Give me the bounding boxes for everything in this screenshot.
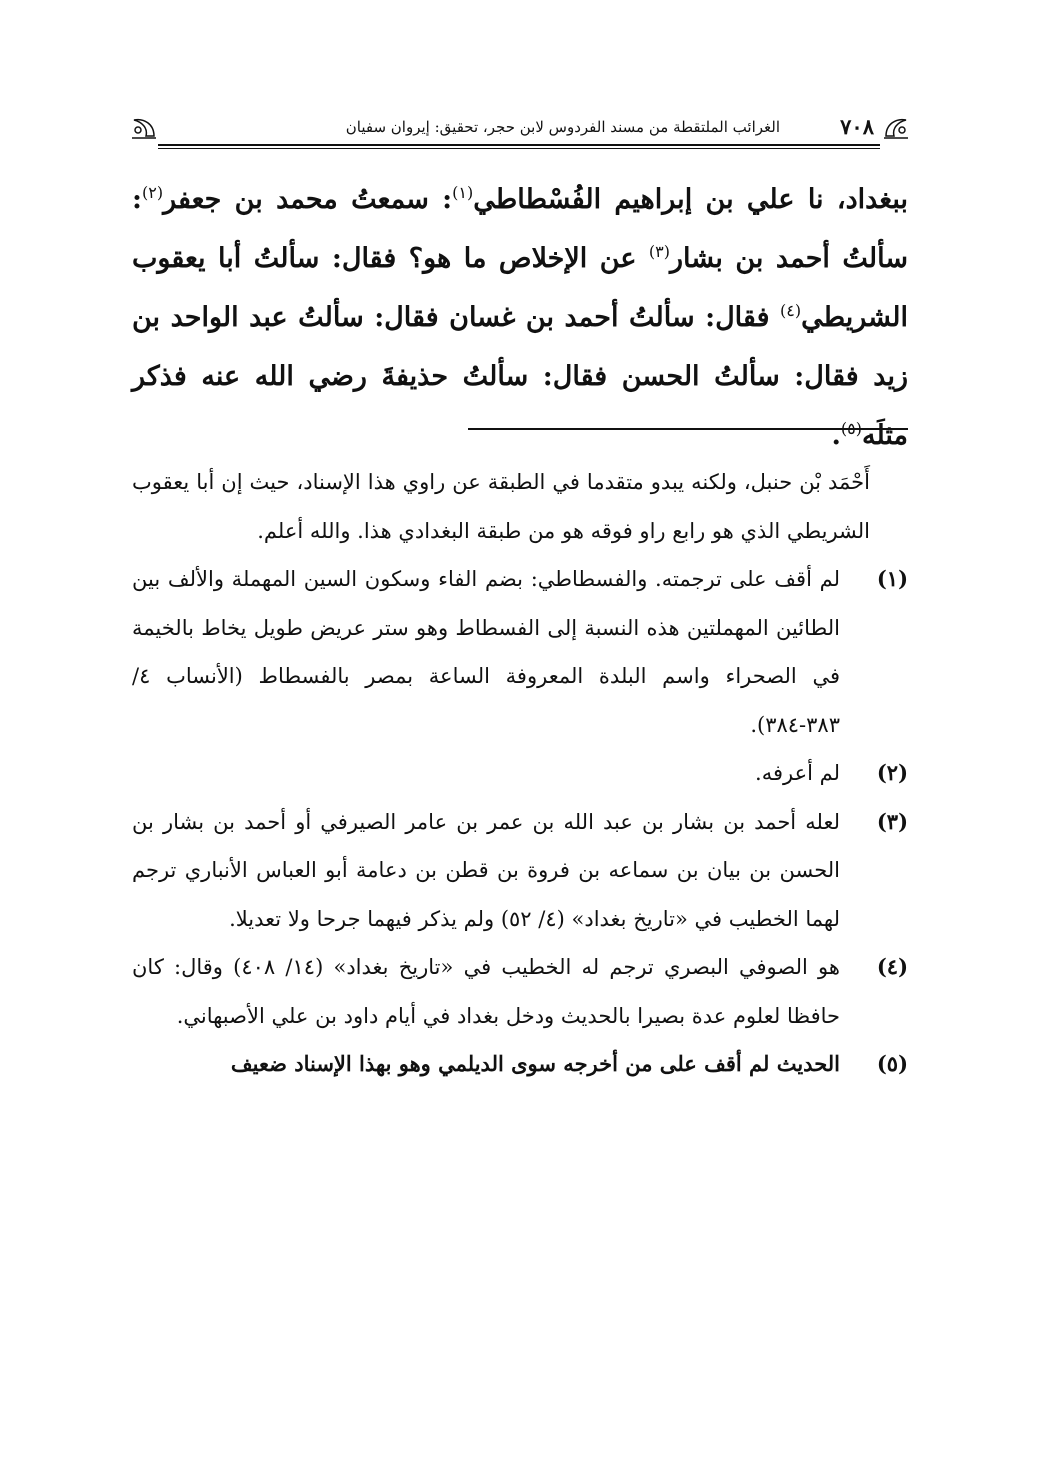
footnote-number: (٤) (876, 954, 908, 979)
running-title: الغرائب الملتقطة من مسند الفردوس لابن حجر، تحقيق: إيروان سفيان (345, 118, 780, 136)
footnote-4 (132, 943, 908, 1040)
running-header (130, 108, 910, 148)
footnote-3 (132, 798, 908, 944)
main-text (132, 170, 908, 465)
main-seg: فقال: سألتُ أحمد بن غسان فقال: سألتُ عبد الواحد بن زيد فقال: سألتُ الحسن فقال: سألتُ حذيفةَ رضي الله عنه فذكر مثلَه (132, 302, 908, 451)
footnote-1 (132, 555, 908, 749)
footnote-5 (132, 1040, 908, 1089)
page-number: ٧٠٨ (840, 114, 874, 139)
footnote-number: (٢) (876, 760, 908, 785)
footnote-number: (١) (876, 566, 908, 591)
footnote-text: هو الصوفي البصري ترجم له الخطيب في «تاريخ بغداد» (١٤/ ٤٠٨) وقال: كان حافظا لعلوم عدة بصيرا بالحديث ودخل بغداد في أيام داود بن علي الأصبهاني. (132, 955, 840, 1028)
footnote-text: لم أعرفه. (755, 761, 840, 785)
footnote-ref: (٥) (840, 419, 862, 438)
ornament-left-icon (130, 114, 158, 140)
main-seg: . (831, 420, 841, 451)
footnote-number: (٣) (876, 808, 908, 834)
footnote-2 (132, 749, 908, 798)
footnote-text: لعله أحمد بن بشار بن عبد الله بن عمر بن عامر الصيرفي أو أحمد بن بشار بن الحسن بن بيان بن سماعه بن فروة بن قطن بن دعامة أبو العباس الأنباري ترجم لهما الخطيب في «تاريخ بغداد» (٤/ ٥٢) ولم يذكر فيهما جرحا ولا تعديلا. (132, 809, 840, 931)
footnote-ref: (١) (452, 183, 474, 202)
footnotes (132, 458, 908, 1089)
ornament-right-icon (882, 114, 910, 140)
header-rule-thin (158, 148, 880, 149)
footnote-ref: (٢) (141, 183, 164, 202)
main-seg: : سمعتُ محمد بن جعفر (163, 184, 453, 215)
main-seg: عن الإخلاص ما هو؟ فقال: سألتُ أبا يعقوب الشريطي (132, 243, 908, 333)
main-seg: ببغداد، نا علي بن إبراهيم الفُسْطاطي (473, 184, 908, 215)
footnote-separator (468, 428, 908, 430)
footnote-ref: (٣) (648, 242, 671, 261)
header-rule (158, 144, 880, 146)
footnote-ref: (٤) (780, 301, 802, 320)
main-seg: : سألتُ أحمد بن بشار (132, 184, 908, 274)
footnote-text: الحديث لم أقف على من أخرجه سوى الديلمي وهو بهذا الإسناد ضعيف (230, 1051, 840, 1076)
footnote-continuation: أَحْمَد بْن حنبل، ولكنه يبدو متقدما في الطبقة عن راوي هذا الإسناد، حيث إن أبا يعقوب الشريطي الذي هو رابع راو فوقه هو من طبقة البغدادي هذا. والله أعلم. (132, 470, 870, 543)
footnote-number: (٥) (876, 1051, 908, 1076)
footnote-text: لم أقف على ترجمته. والفسطاطي: بضم الفاء وسكون السين المهملة والألف بين الطائين المهملتين هذه النسبة إلى الفسطاط وهو ستر عريض طويل يخاط بالخيمة في الصحراء واسم البلدة المعروفة الساعة بمصر بالفسطاط (الأنساب ٤/ ٣٨٣-٣٨٤). (132, 567, 840, 737)
